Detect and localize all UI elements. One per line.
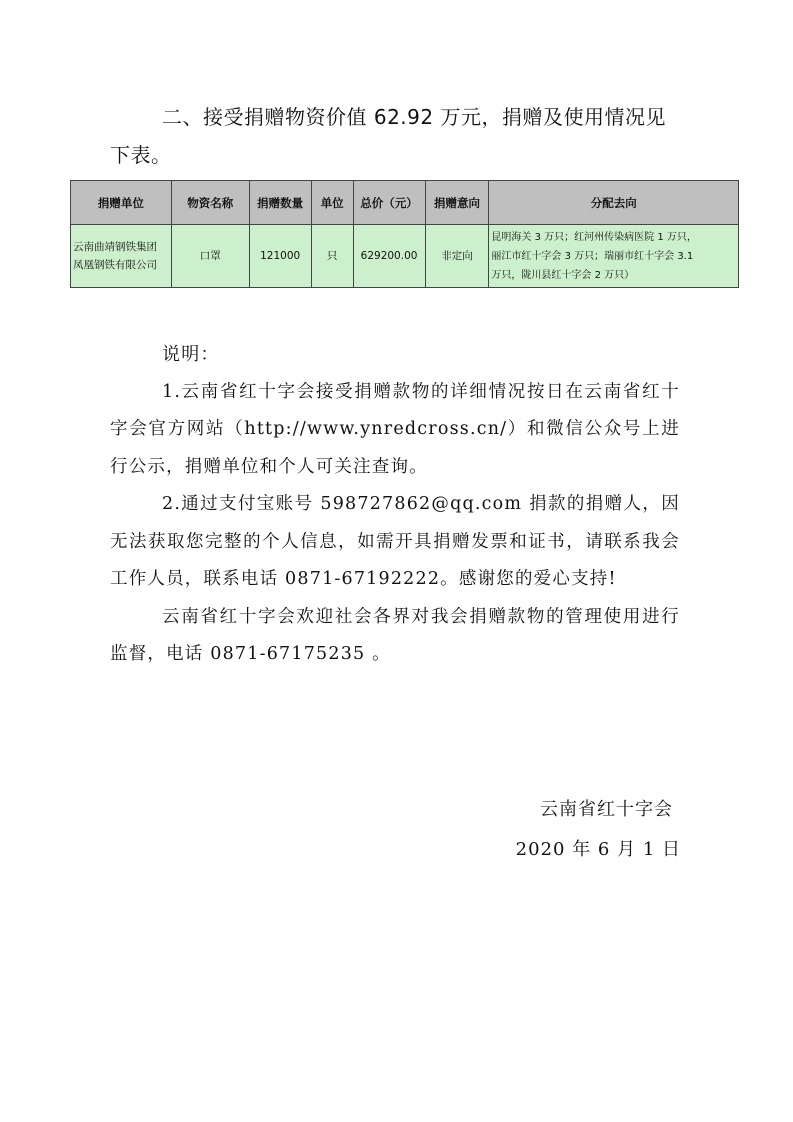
header-unit: 单位	[311, 181, 353, 225]
note-paragraph-1: 1.云南省红十字会接受捐赠款物的详细情况按日在云南省红十字会官方网站（http://www.ynredcross.cn/）和微信公众号上进行公示，捐赠单位和个人可关注查询。	[110, 381, 680, 477]
heading-line-2: 下表。	[110, 143, 172, 167]
cell-allocation	[489, 225, 739, 288]
cell-total: 629200.00	[353, 225, 425, 288]
notes-section	[110, 336, 680, 674]
allocation-line-1: 昆明海关 3 万只；红河州传染病医院 1 万只，	[491, 231, 697, 243]
signature-date: 2020 年 6 月 1 日	[515, 839, 681, 860]
header-item: 物资名称	[171, 181, 249, 225]
header-quantity: 捐赠数量	[249, 181, 311, 225]
note-paragraph-2: 2.通过支付宝账号 598727862@qq.com 捐款的捐赠人，因无法获取您完整的个人信息，如需开具捐赠发票和证书，请联系我会工作人员，联系电话 0871-67192222。感谢您的爱心支持!	[110, 494, 680, 589]
cell-intent: 非定向	[425, 225, 489, 288]
header-intent: 捐赠意向	[425, 181, 489, 225]
notes-label: 说明：	[162, 344, 220, 365]
cell-quantity: 121000	[249, 225, 311, 288]
cell-unit: 只	[311, 225, 353, 288]
allocation-line-2: 丽江市红十字会 3 万只；瑞丽市红十字会 3.1	[491, 250, 694, 262]
donor-line-2: 凤凰钢铁有限公司	[73, 259, 157, 271]
donation-table	[70, 180, 739, 288]
table-row	[71, 225, 739, 288]
header-allocation: 分配去向	[489, 181, 739, 225]
header-donor: 捐赠单位	[71, 181, 172, 225]
table-header-row	[71, 181, 739, 225]
donor-line-1: 云南曲靖钢铁集团	[73, 241, 157, 253]
heading-line-1: 二、接受捐赠物资价值 62.92 万元，捐赠及使用情况见	[162, 105, 666, 129]
cell-donor	[71, 225, 172, 288]
section-heading	[110, 98, 680, 174]
signature-block	[515, 790, 681, 870]
note-paragraph-3: 云南省红十字会欢迎社会各界对我会捐赠款物的管理使用进行监督，电话 0871-67175235 。	[110, 606, 680, 664]
cell-item: 口罩	[171, 225, 249, 288]
header-total: 总价（元）	[353, 181, 425, 225]
allocation-line-3: 万只，陇川县红十字会 2 万只）	[491, 269, 635, 281]
signature-organization: 云南省红十字会	[540, 799, 673, 820]
